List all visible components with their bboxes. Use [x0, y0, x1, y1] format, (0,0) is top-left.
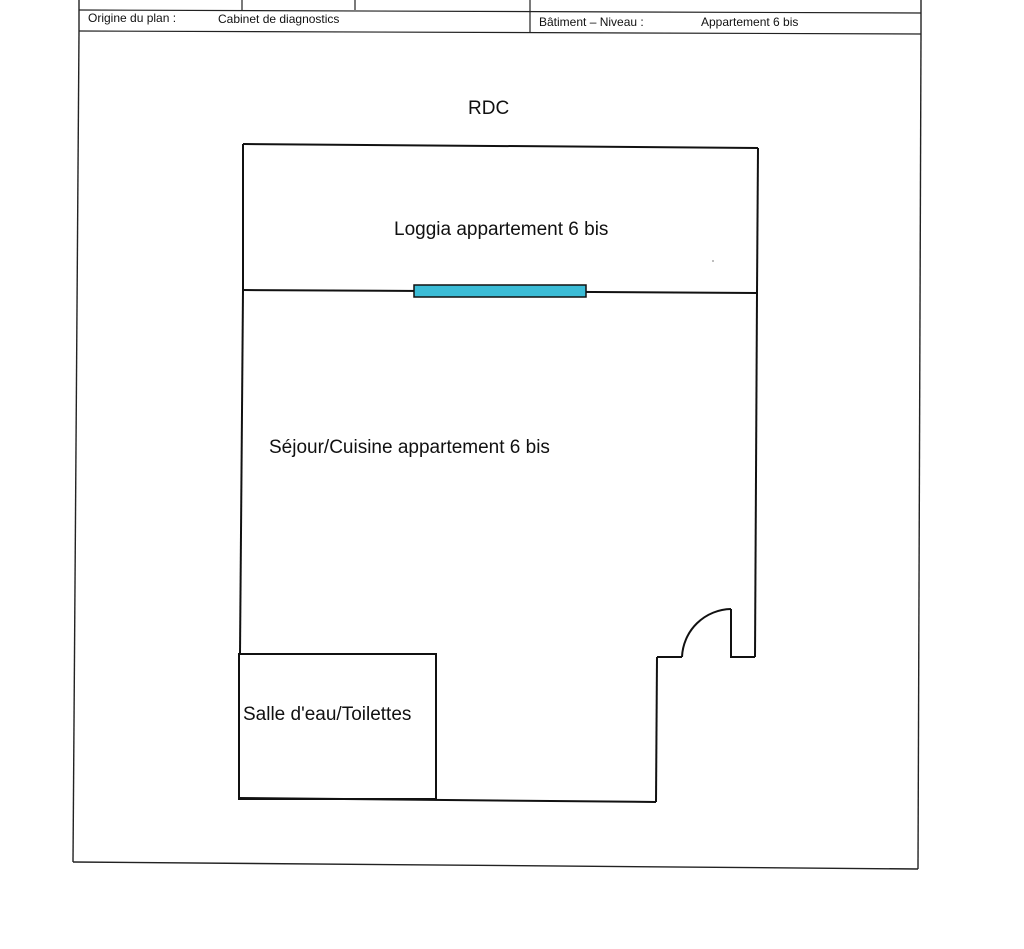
building-label: Bâtiment – Niveau : — [539, 15, 644, 29]
room-label-loggia: Loggia appartement 6 bis — [394, 219, 609, 240]
wall-right-lower — [755, 293, 757, 657]
building-value: Appartement 6 bis — [701, 15, 799, 29]
origin-value: Cabinet de diagnostics — [218, 12, 340, 26]
page-border — [73, 0, 921, 869]
window — [414, 285, 586, 297]
room-label-sejour: Séjour/Cuisine appartement 6 bis — [269, 437, 550, 458]
door-swing-arc — [682, 609, 731, 657]
wall-left-lower — [240, 290, 243, 654]
level-label: RDC — [468, 98, 510, 119]
wall-loggia-top — [243, 144, 758, 148]
wall-step — [656, 657, 657, 802]
salle-eau-outline — [239, 654, 436, 799]
scan-speck — [712, 260, 714, 262]
room-label-salle-eau: Salle d'eau/Toilettes — [243, 704, 412, 725]
wall-door-recess — [731, 609, 755, 657]
wall-right-upper — [757, 148, 758, 293]
origin-label: Origine du plan : — [88, 11, 177, 25]
